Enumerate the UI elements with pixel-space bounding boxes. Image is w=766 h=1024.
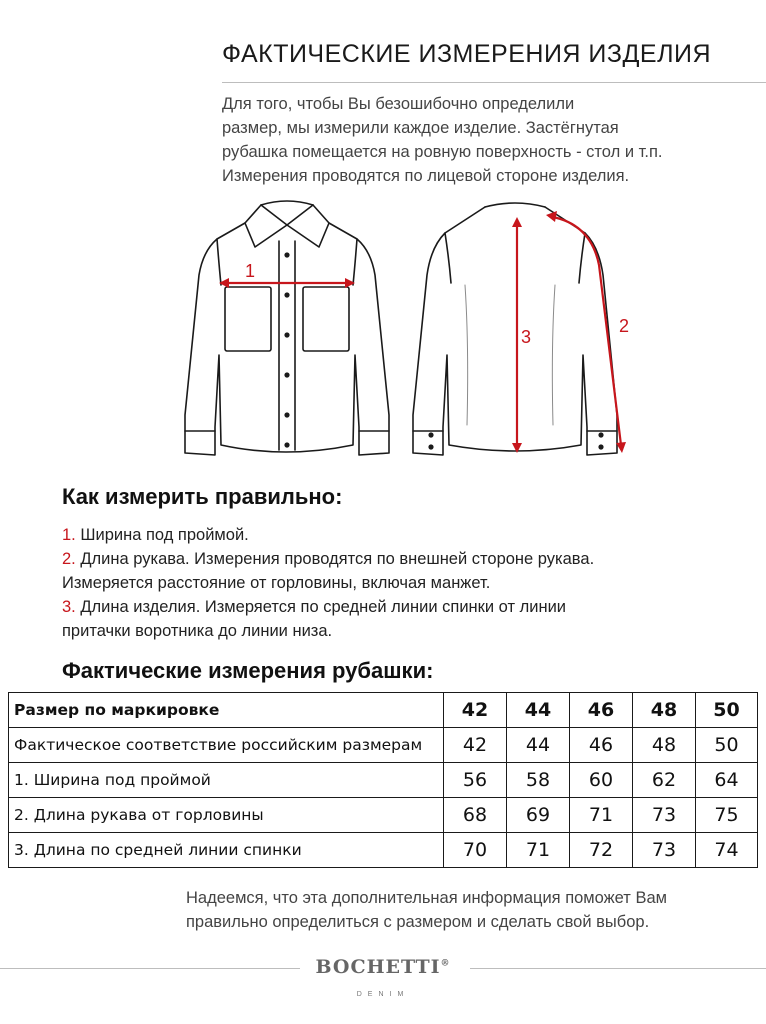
brand-name: BOCHETTI bbox=[315, 956, 441, 978]
measure-3-label: 3 bbox=[521, 327, 532, 347]
step-2-line-continued: Измеряется расстояние от горловины, включая манжет. bbox=[62, 574, 491, 592]
table-header-row bbox=[9, 693, 758, 728]
table-row bbox=[9, 798, 758, 833]
table-cell: 72 bbox=[570, 833, 633, 868]
intro-line: Для того, чтобы Вы безошибочно определили bbox=[222, 95, 575, 113]
table-cell: 62 bbox=[633, 763, 696, 798]
step-3-line-continued: притачки воротника до линии низа. bbox=[62, 622, 333, 640]
closing-text bbox=[186, 886, 756, 934]
closing-line: Надеемся, что эта дополнительная информация поможет Вам bbox=[186, 889, 667, 907]
header-cell-size: 44 bbox=[507, 693, 570, 728]
table-cell: 64 bbox=[696, 763, 758, 798]
table-cell: 50 bbox=[696, 728, 758, 763]
table-cell: 73 bbox=[633, 833, 696, 868]
table-row bbox=[9, 833, 758, 868]
step-text: Ширина под проймой. bbox=[80, 526, 249, 544]
table-cell: 71 bbox=[570, 798, 633, 833]
table-cell: 74 bbox=[696, 833, 758, 868]
registered-mark: ® bbox=[440, 958, 451, 969]
table-cell: 58 bbox=[507, 763, 570, 798]
table-row bbox=[9, 728, 758, 763]
header-cell-size: 46 bbox=[570, 693, 633, 728]
step-number: 2. bbox=[62, 550, 76, 568]
intro-line: рубашка помещается на ровную поверхность - стол и т.п. bbox=[222, 143, 663, 161]
howto-heading: Как измерить правильно: bbox=[62, 484, 343, 509]
table-cell: 56 bbox=[444, 763, 507, 798]
howto-steps bbox=[62, 523, 752, 643]
table-cell: 69 bbox=[507, 798, 570, 833]
intro-text bbox=[222, 92, 758, 188]
table-cell: 73 bbox=[633, 798, 696, 833]
table-cell: 44 bbox=[507, 728, 570, 763]
header-cell-size: 50 bbox=[696, 693, 758, 728]
table-cell: 68 bbox=[444, 798, 507, 833]
table-cell: 75 bbox=[696, 798, 758, 833]
step-1-line bbox=[62, 523, 752, 547]
row-label: 3. Длина по средней линии спинки bbox=[9, 833, 444, 868]
intro-line: Измерения проводятся по лицевой стороне изделия. bbox=[222, 167, 630, 185]
shirt-back-illustration bbox=[405, 195, 645, 465]
brand-subtitle: DENIM bbox=[356, 991, 410, 998]
header-cell-size: 42 bbox=[444, 693, 507, 728]
step-3-line bbox=[62, 595, 752, 619]
table-cell: 60 bbox=[570, 763, 633, 798]
page-title: ФАКТИЧЕСКИЕ ИЗМЕРЕНИЯ ИЗДЕЛИЯ bbox=[222, 40, 712, 68]
step-2-line bbox=[62, 547, 752, 571]
title-divider bbox=[222, 82, 766, 83]
row-label: 2. Длина рукава от горловины bbox=[9, 798, 444, 833]
step-text: Длина рукава. Измерения проводятся по внешней стороне рукава. bbox=[80, 550, 595, 568]
step-text: Длина изделия. Измеряется по средней линии спинки от линии bbox=[80, 598, 567, 616]
table-cell: 71 bbox=[507, 833, 570, 868]
brand-logo bbox=[0, 956, 766, 978]
row-label: 1. Ширина под проймой bbox=[9, 763, 444, 798]
row-label: Фактическое соответствие российским размерам bbox=[9, 728, 444, 763]
size-table bbox=[8, 692, 758, 868]
closing-line: правильно определиться с размером и сделать свой выбор. bbox=[186, 913, 650, 931]
header-cell-size: 48 bbox=[633, 693, 696, 728]
shirt-front-illustration bbox=[175, 195, 405, 465]
header-cell-label: Размер по маркировке bbox=[9, 693, 444, 728]
measure-2-label: 2 bbox=[619, 316, 630, 336]
step-number: 3. bbox=[62, 598, 76, 616]
table-cell: 46 bbox=[570, 728, 633, 763]
table-cell: 70 bbox=[444, 833, 507, 868]
table-heading: Фактические измерения рубашки: bbox=[62, 658, 434, 683]
step-number: 1. bbox=[62, 526, 76, 544]
table-cell: 42 bbox=[444, 728, 507, 763]
table-row bbox=[9, 763, 758, 798]
table-cell: 48 bbox=[633, 728, 696, 763]
measure-1-label: 1 bbox=[245, 261, 256, 281]
intro-line: размер, мы измерили каждое изделие. Застёгнутая bbox=[222, 119, 619, 137]
